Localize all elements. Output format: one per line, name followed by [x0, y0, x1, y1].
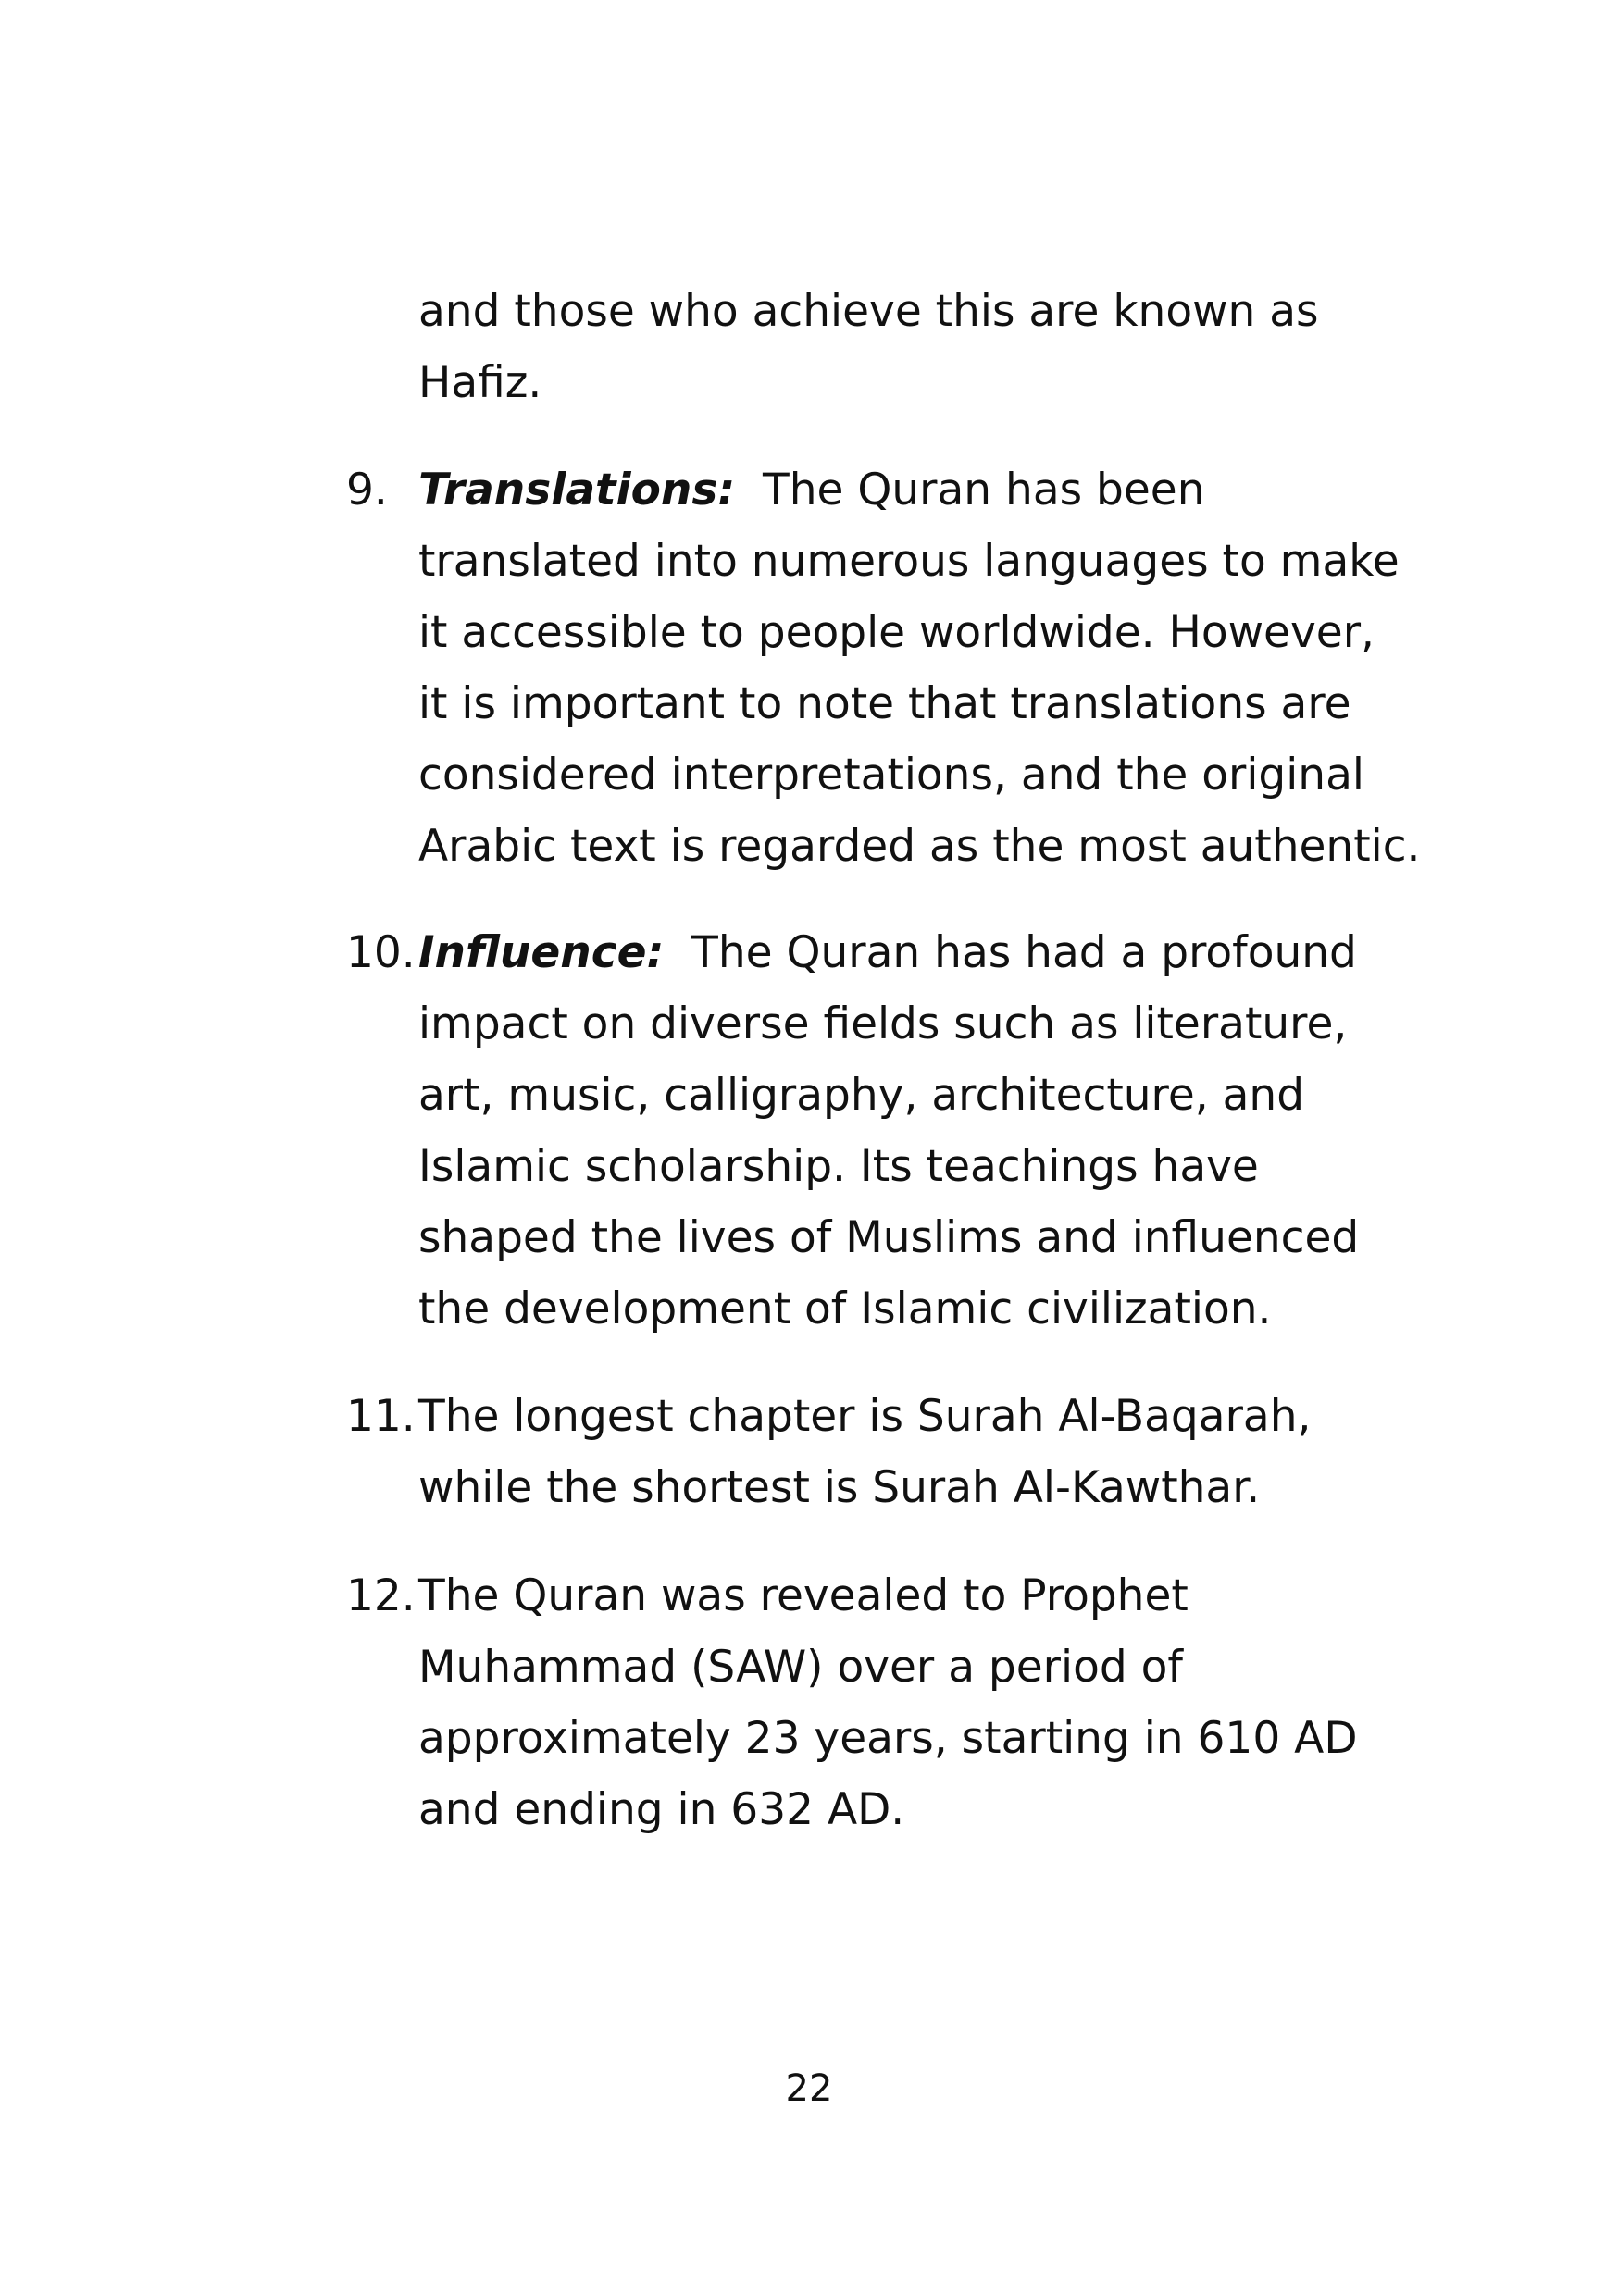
paragraph-line: translated into numerous languages to make	[418, 536, 1400, 587]
paragraph-line: and those who achieve this are known as	[418, 286, 1319, 337]
paragraph-line: the development of Islamic civilization.	[418, 1284, 1272, 1334]
paragraph-line: Arabic text is regarded as the most authentic.	[418, 821, 1421, 872]
paragraph-line: approximately 23 years, starting in 610 AD	[418, 1713, 1358, 1764]
list-item-longest-chapter	[418, 1381, 1363, 1523]
paragraph-line: Hafiz.	[418, 357, 542, 408]
paragraph-line: impact on diverse fields such as literature,	[418, 999, 1348, 1049]
paragraph-line: The Quran has had a profound	[691, 927, 1357, 978]
paragraph-line: Islamic scholarship. Its teachings have	[418, 1141, 1259, 1192]
paragraph-line: it is important to note that translations are	[418, 678, 1351, 729]
list-number: 11.	[346, 1391, 416, 1442]
page-number: 22	[785, 2067, 833, 2110]
list-item-translations	[418, 454, 1421, 882]
paragraph-line: Muhammad (SAW) over a period of	[418, 1642, 1183, 1693]
list-item-influence	[418, 917, 1363, 1345]
list-number: 9.	[346, 465, 388, 515]
item-heading: Translations:	[418, 465, 736, 515]
list-number: 12.	[346, 1570, 416, 1621]
list-number: 10.	[346, 927, 416, 978]
paragraph-line: it accessible to people worldwide. However,	[418, 607, 1375, 658]
paragraph-line: shaped the lives of Muslims and influenced	[418, 1212, 1360, 1263]
paragraph-line: and ending in 632 AD.	[418, 1784, 905, 1835]
continued-paragraph	[418, 276, 1363, 418]
paragraph-line: The Quran was revealed to Prophet	[418, 1570, 1189, 1621]
paragraph-line: while the shortest is Surah Al-Kawthar.	[418, 1462, 1261, 1513]
paragraph-line: The longest chapter is Surah Al-Baqarah,	[418, 1391, 1312, 1442]
paragraph-line: The Quran has been	[763, 465, 1205, 515]
paragraph-line: art, music, calligraphy, architecture, and	[418, 1070, 1305, 1121]
paragraph-line: considered interpretations, and the original	[418, 750, 1364, 800]
list-item-revelation-period	[418, 1560, 1363, 1845]
item-heading: Influence:	[418, 927, 665, 978]
